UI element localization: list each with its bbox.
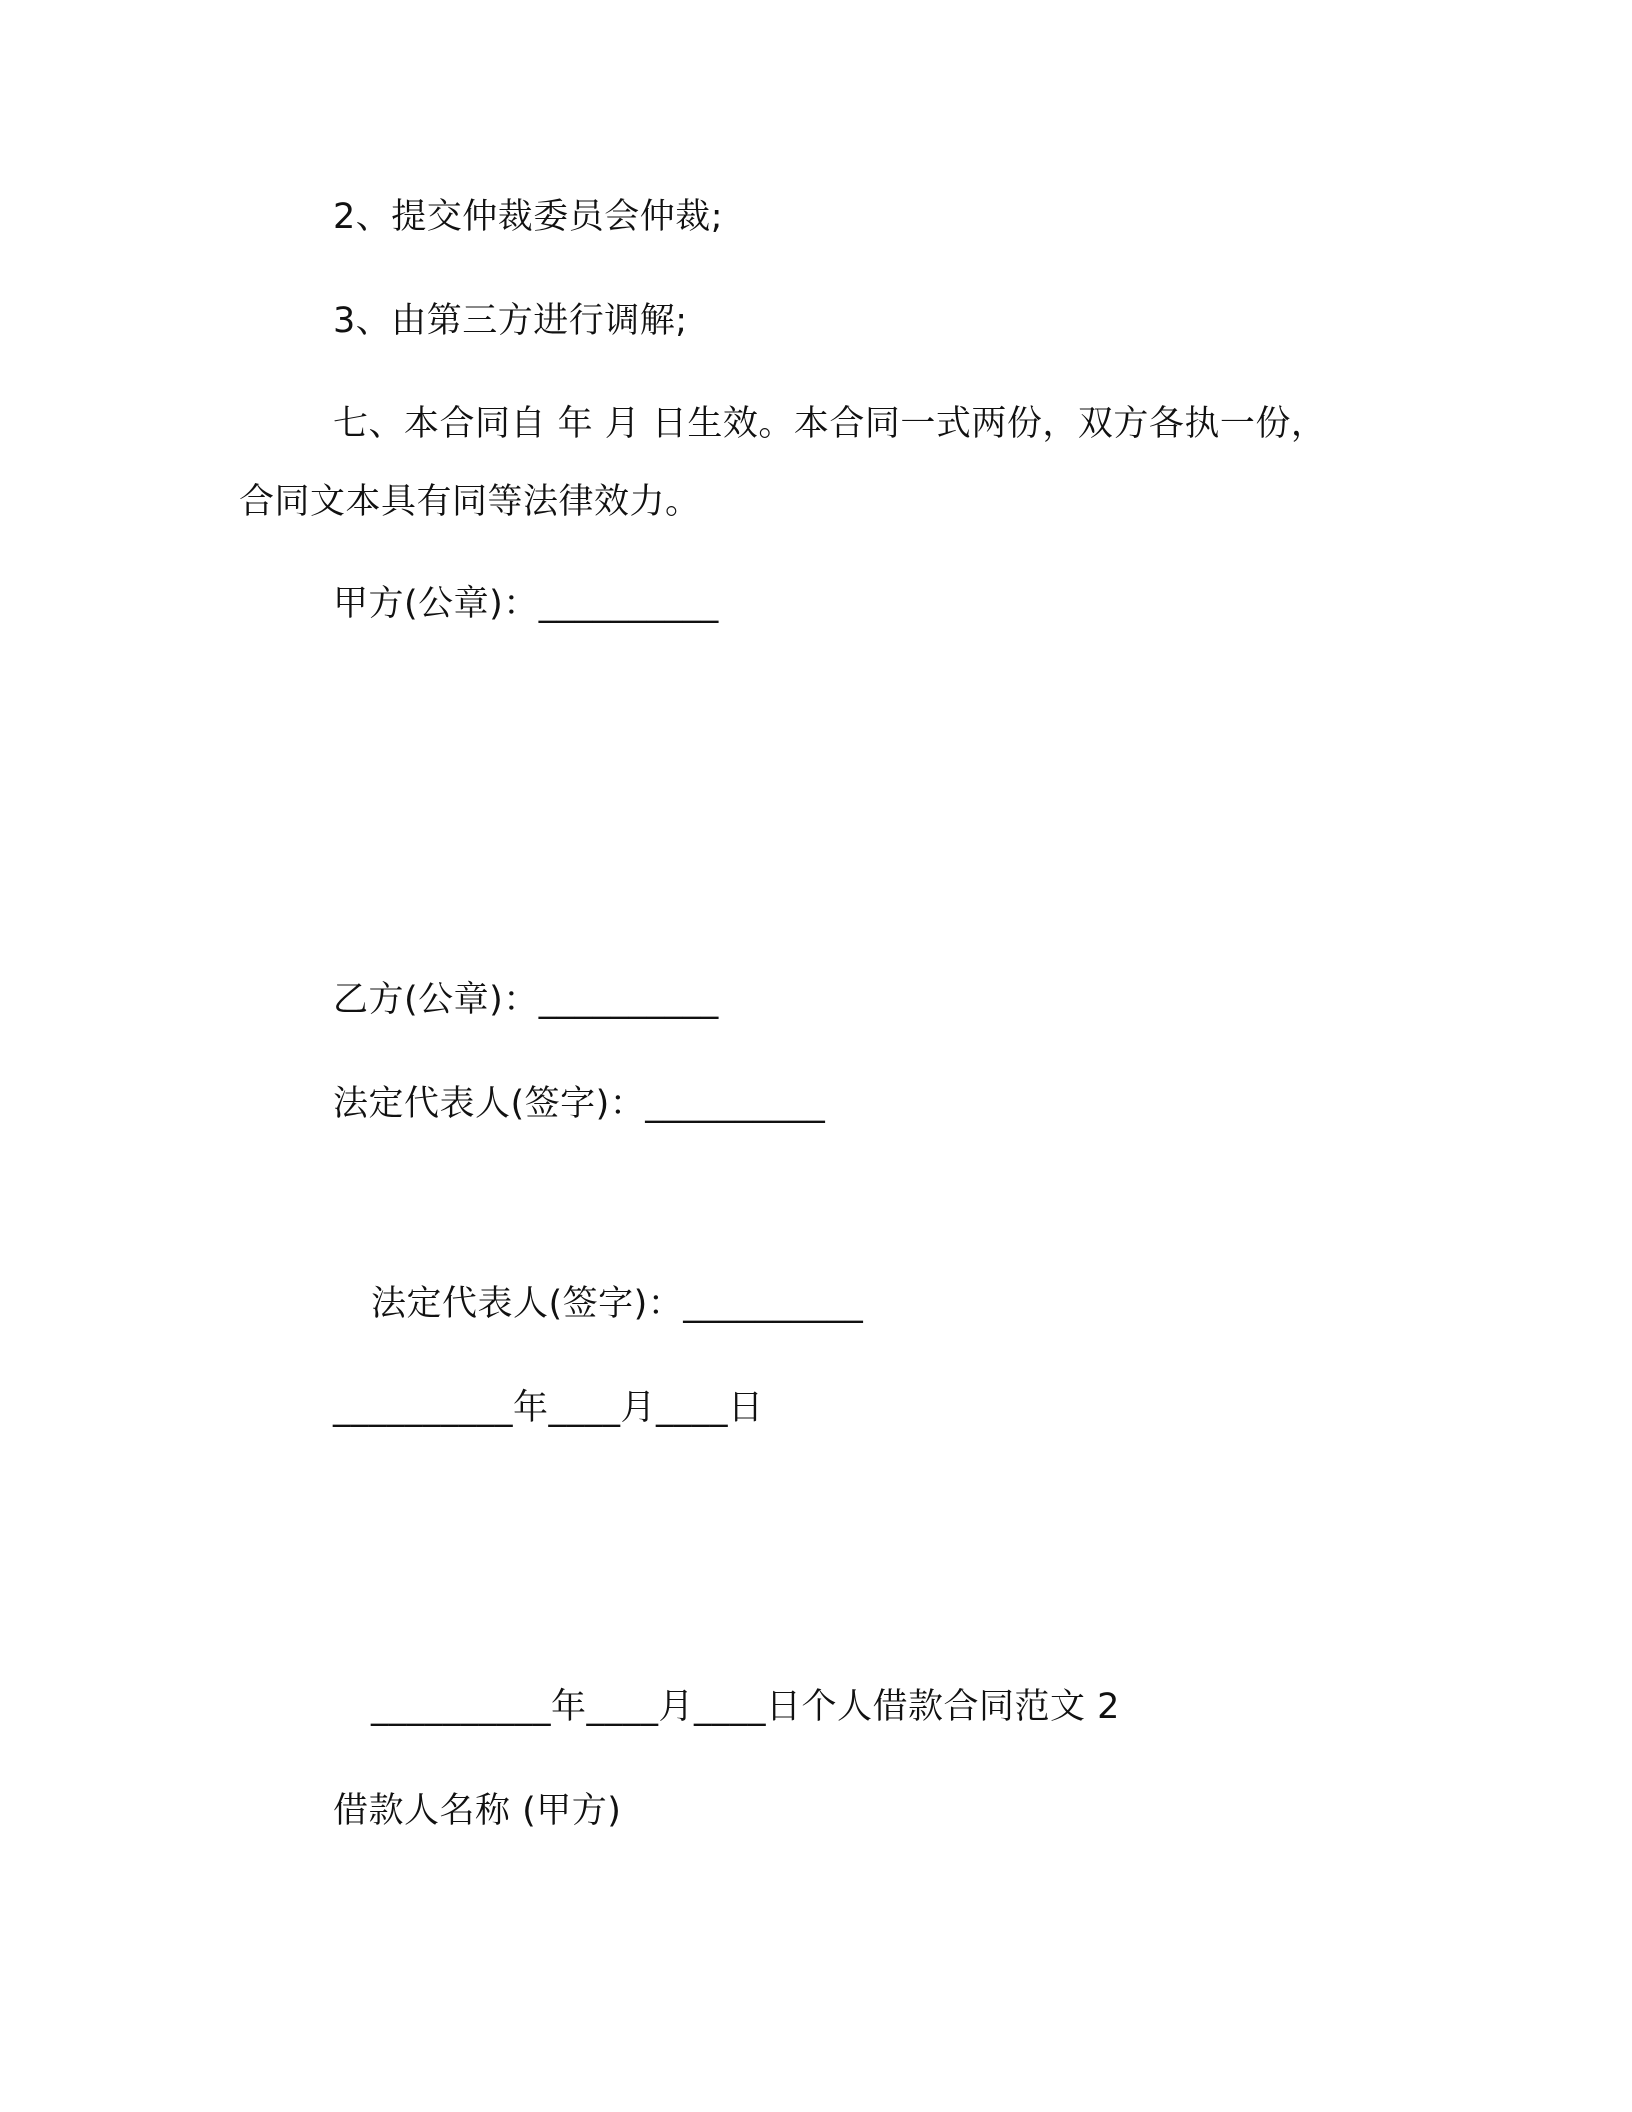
legal-rep-signature-line-2: 法定代表人(签字)：__________ [371,1284,864,1324]
clause-7-line-1: 七、本合同自 年 月 日生效。本合同一式两份，双方各执一份， [333,404,1327,444]
clause-7-line-2: 合同文本具有同等法律效力。 [239,482,701,522]
borrower-name-heading: 借款人名称 (甲方) [333,1791,622,1831]
mediation-item-3: 3、由第三方进行调解; [333,301,688,341]
legal-rep-signature-line-1: 法定代表人(签字)：__________ [333,1084,826,1124]
date-line-2-with-title: __________年____月____日个人借款合同范文 2 [371,1687,1120,1727]
party-b-seal-line: 乙方(公章)：__________ [333,980,719,1020]
party-a-seal-line: 甲方(公章)：__________ [333,584,719,624]
date-line-1: __________年____月____日 [333,1388,764,1428]
arbitration-item-2: 2、提交仲裁委员会仲裁; [333,197,724,237]
